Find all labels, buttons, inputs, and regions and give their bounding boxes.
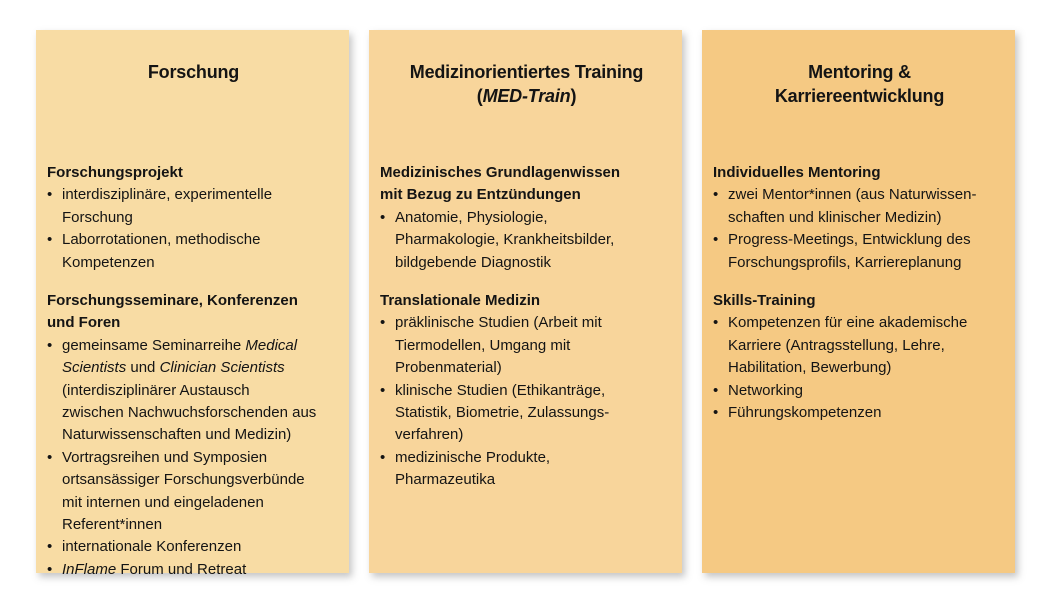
bullet-text: klinische Studien (Ethikanträge, Statistik, Biometrie, Zulassungs- verfahren) [395, 381, 610, 444]
bullet-item [47, 447, 340, 537]
section [713, 290, 1006, 424]
bullet-icon: • [47, 336, 53, 354]
bullet-item [713, 184, 1006, 229]
section [47, 290, 340, 581]
bullet-text: Kompetenzen für eine akademische Karriere (Antragsstellung, Lehre, Habilitation, Bewerbung) [728, 314, 968, 377]
section [380, 162, 673, 274]
bullet-icon: • [713, 381, 719, 399]
panel-forschung [36, 30, 349, 578]
bullet-icon: • [47, 231, 53, 249]
section-heading: Individuelles Mentoring [713, 163, 881, 181]
bullet-item [380, 207, 673, 274]
bullet-text: interdisziplinäre, experimentelle Forschung [62, 186, 273, 226]
panel-sections [47, 162, 340, 581]
bullet-text: Networking [728, 381, 804, 399]
bullet-icon: • [380, 314, 386, 332]
bullet-icon: • [713, 403, 719, 421]
section-heading: Forschungsseminare, Konferenzen und Foren [47, 291, 298, 332]
bullet-text: Progress-Meetings, Entwicklung des Forschungsprofils, Karriereplanung [728, 231, 971, 271]
bullet-icon: • [47, 186, 53, 204]
bullet-text: internationale Konferenzen [62, 538, 242, 556]
bullet-text: Anatomie, Physiologie, Pharmakologie, Krankheitsbilder, bildgebende Diagnostik [395, 208, 615, 271]
bullet-icon: • [713, 231, 719, 249]
bullet-text: Führungskompetenzen [728, 403, 882, 421]
panel-sections [380, 162, 673, 492]
bullet-text: präklinische Studien (Arbeit mit Tiermodellen, Umgang mit Probenmaterial) [395, 314, 602, 377]
section-heading: Forschungsprojekt [47, 163, 183, 181]
section [47, 162, 340, 274]
panel-title: Forschung [147, 61, 240, 82]
bullet-text: Vortragsreihen und Symposien ortsansässiger Forschungsverbünde mit internen und eingeladenen Referent*innen [62, 448, 305, 533]
bullet-icon: • [380, 208, 386, 226]
bullet-item [47, 536, 340, 558]
section-heading: Medizinisches Grundlagenwissen mit Bezug zu Entzündungen [380, 163, 621, 204]
bullet-text: gemeinsame Seminarreihe Medical Scientists und Clinician Scientists (interdisziplinärer Austausch zwischen Nachwuchsforschenden aus Naturwissenschaften und Medizin) [62, 336, 317, 444]
panel-mentoring [702, 30, 1015, 573]
bullet-item [47, 335, 340, 447]
bullet-item [713, 312, 1006, 379]
bullet-item [47, 229, 340, 274]
panel-title: Medizinorientiertes Training (MED-Train) [409, 61, 644, 106]
section-heading: Skills-Training [713, 291, 816, 309]
bullet-item [47, 184, 340, 229]
bullet-item [380, 312, 673, 379]
bullet-item [713, 380, 1006, 402]
section [380, 290, 673, 492]
bullet-icon: • [380, 448, 386, 466]
bullet-item [380, 447, 673, 492]
bullet-text: medizinische Produkte, Pharmazeutika [395, 448, 551, 489]
bullet-icon: • [713, 314, 719, 332]
bullet-item [380, 380, 673, 447]
bullet-item [47, 559, 340, 581]
bullet-text: Laborrotationen, methodische Kompetenzen [62, 231, 261, 271]
bullet-text: zwei Mentor*innen (aus Naturwissen- schaften und klinischer Medizin) [728, 186, 977, 226]
bullet-icon: • [713, 186, 719, 204]
bullet-icon: • [47, 560, 53, 578]
bullet-item [713, 229, 1006, 274]
panel-sections [713, 162, 1006, 424]
bullet-item [713, 402, 1006, 424]
bullet-icon: • [47, 538, 53, 556]
panel-title: Mentoring & Karriereentwicklung [774, 61, 945, 106]
section-heading: Translationale Medizin [380, 291, 541, 309]
bullet-text: InFlame Forum und Retreat [62, 560, 247, 578]
section [713, 162, 1006, 274]
bullet-icon: • [47, 448, 53, 466]
panel-med-train [369, 30, 682, 573]
bullet-icon: • [380, 381, 386, 399]
